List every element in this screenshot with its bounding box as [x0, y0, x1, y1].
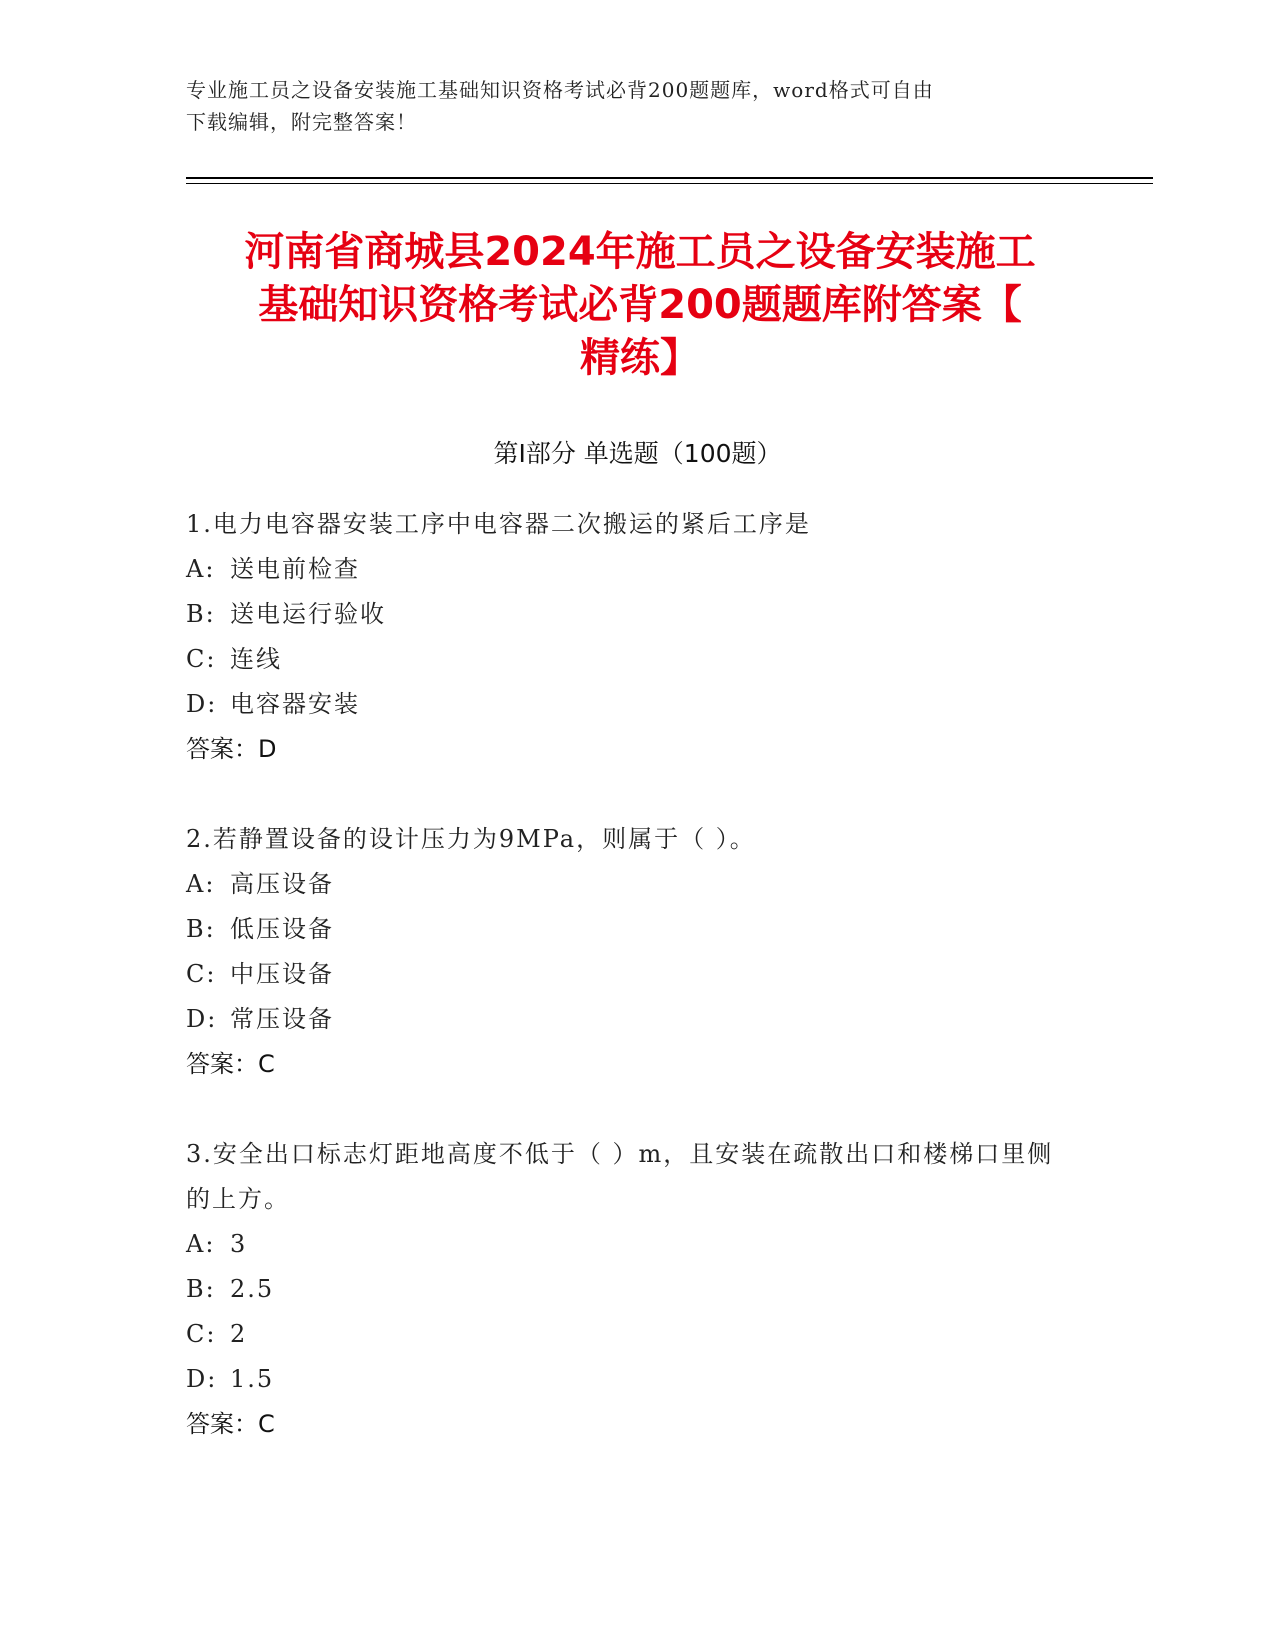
option-text: 连线 — [230, 645, 282, 673]
question-text: 2.若静置设备的设计压力为9MPa，则属于（ ）。 — [186, 825, 756, 853]
option-a — [186, 862, 1066, 907]
header-note-line-1: 专业施工员之设备安装施工基础知识资格考试必背200题题库，word格式可自由 — [186, 78, 934, 102]
option-letter: A: — [186, 555, 216, 583]
option-a — [186, 1222, 1066, 1267]
section-heading: 第Ⅰ部分 单选题（100题） — [493, 439, 782, 468]
answer: 答案：C — [186, 1410, 275, 1438]
option-c — [186, 952, 1066, 997]
option-b — [186, 1267, 1066, 1312]
option-letter: D: — [186, 1365, 218, 1393]
option-letter: D: — [186, 690, 218, 718]
option-b — [186, 592, 1066, 637]
option-text: 2.5 — [230, 1275, 275, 1303]
option-text: 中压设备 — [230, 960, 334, 988]
option-d — [186, 682, 1066, 727]
option-letter: C: — [186, 1320, 217, 1348]
header-note — [186, 74, 1066, 138]
option-text: 送电前检查 — [230, 555, 360, 583]
option-c — [186, 637, 1066, 682]
option-c — [186, 1312, 1066, 1357]
option-letter: B: — [186, 600, 216, 628]
option-a — [186, 547, 1066, 592]
option-text: 电容器安装 — [230, 690, 360, 718]
option-letter: C: — [186, 645, 217, 673]
question-3 — [186, 1132, 1066, 1447]
option-letter: B: — [186, 915, 216, 943]
header-rule-thick — [186, 177, 1153, 179]
answer: 答案：D — [186, 735, 277, 763]
document-title-line-3: 精练】 — [580, 335, 700, 381]
option-letter: D: — [186, 1005, 218, 1033]
option-text: 2 — [230, 1320, 248, 1348]
document-title-line-1: 河南省商城县2024年施工员之设备安装施工 — [244, 229, 1036, 275]
option-letter: B: — [186, 1275, 216, 1303]
question-text: 1.电力电容器安装工序中电容器二次搬运的紧后工序是 — [186, 510, 811, 538]
question-2 — [186, 817, 1066, 1087]
option-text: 送电运行验收 — [230, 600, 386, 628]
option-letter: C: — [186, 960, 217, 988]
question-1 — [186, 502, 1066, 772]
option-d — [186, 997, 1066, 1042]
document-title-line-2: 基础知识资格考试必背200题题库附答案【 — [258, 282, 1022, 328]
option-text: 1.5 — [230, 1365, 275, 1393]
answer: 答案：C — [186, 1050, 275, 1078]
question-text: 3.安全出口标志灯距地高度不低于（ ）m，且安装在疏散出口和楼梯口里侧的上方。 — [186, 1140, 1054, 1213]
option-text: 常压设备 — [230, 1005, 334, 1033]
header-note-line-2: 下载编辑，附完整答案！ — [186, 110, 417, 134]
option-text: 3 — [230, 1230, 248, 1258]
document-title — [180, 226, 1100, 385]
option-text: 低压设备 — [230, 915, 334, 943]
option-letter: A: — [186, 870, 216, 898]
header-rule-thin — [186, 183, 1153, 184]
option-letter: A: — [186, 1230, 216, 1258]
option-b — [186, 907, 1066, 952]
option-d — [186, 1357, 1066, 1402]
option-text: 高压设备 — [230, 870, 334, 898]
